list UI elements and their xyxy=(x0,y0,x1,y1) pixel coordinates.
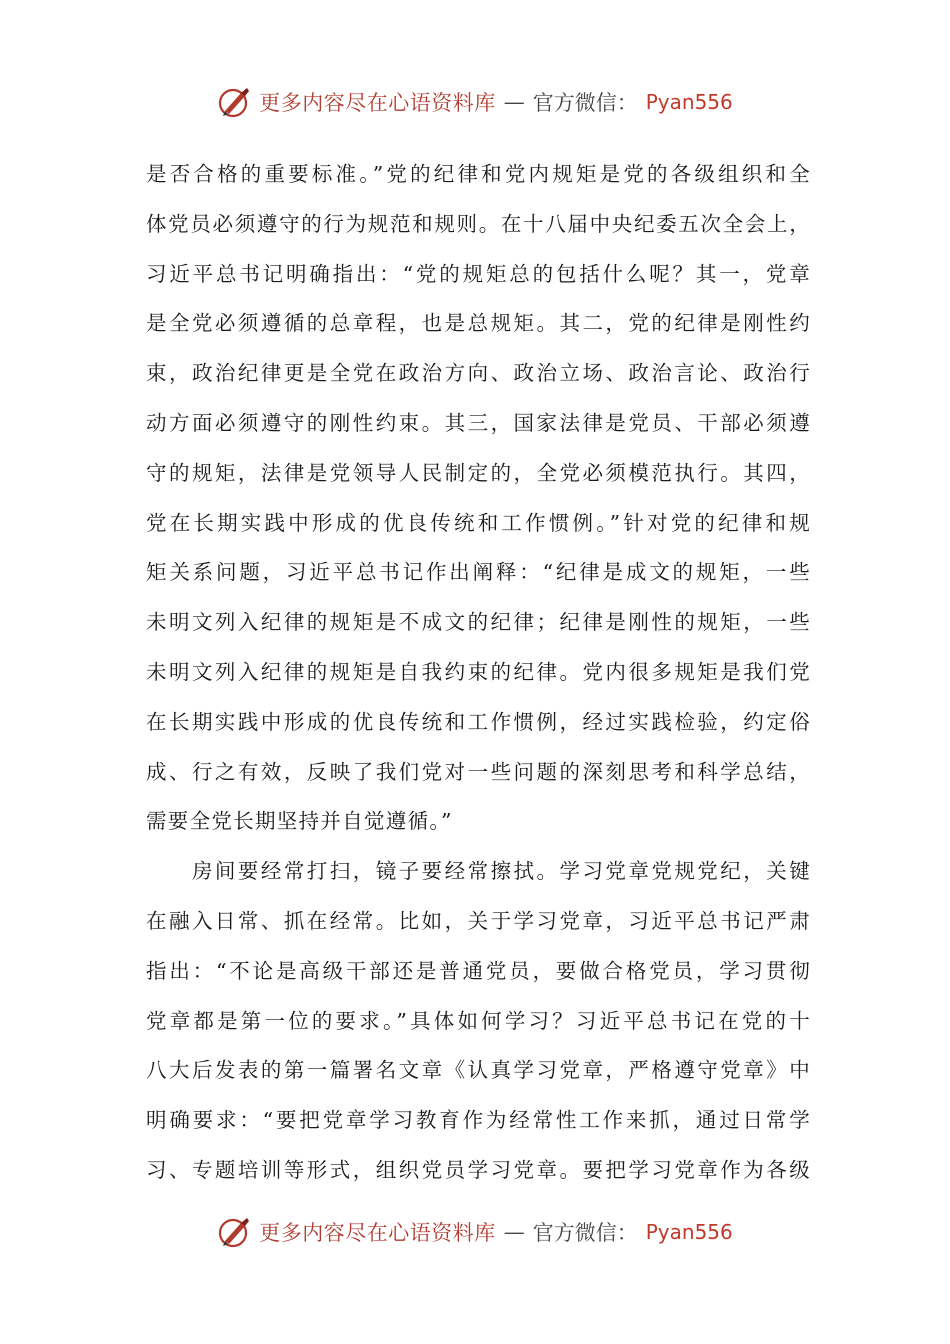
body-line: 党章都是第一位的要求。”具体如何学习？习近平总书记在党的十 xyxy=(146,1008,811,1033)
body-line: 房间要经常打扫，镜子要经常擦拭。学习党章党规党纪，关键 xyxy=(146,859,811,884)
body-line: 八大后发表的第一篇署名文章《认真学习党章，严格遵守党章》中 xyxy=(146,1058,811,1083)
body-line: 体党员必须遵守的行为规范和规则。在十八届中央纪委五次全会上， xyxy=(146,211,811,236)
body-line: 在长期实践中形成的优良传统和工作惯例，经过实践检验，约定俗 xyxy=(146,709,811,734)
body-line: 指出：“不论是高级干部还是普通党员，要做合格党员，学习贯彻 xyxy=(146,958,811,983)
header-separator: — xyxy=(503,90,525,114)
body-line: 习近平总书记明确指出：“党的规矩总的包括什么呢？其一，党章 xyxy=(146,261,811,286)
body-line: 明确要求：“要把党章学习教育作为经常性工作来抓，通过日常学 xyxy=(146,1108,811,1133)
pen-logo-icon xyxy=(217,1215,251,1249)
body-line: 需要全党长期坚持并自觉遵循。” xyxy=(146,809,453,834)
footer-banner xyxy=(0,1212,950,1252)
body-line: 矩关系问题，习近平总书记作出阐释：“纪律是成文的规矩，一些 xyxy=(146,560,811,585)
body-line: 是全党必须遵循的总章程，也是总规矩。其二，党的纪律是刚性约 xyxy=(146,311,811,336)
body-line: 守的规矩，法律是党领导人民制定的，全党必须模范执行。其四， xyxy=(146,460,811,485)
header-wechat-id: Pyan556 xyxy=(645,90,733,114)
footer-logo-text: 更多内容尽在心语资料库 xyxy=(259,1221,496,1245)
footer-wechat-id: Pyan556 xyxy=(645,1220,733,1244)
header-wechat-label: 官方微信： xyxy=(532,91,638,115)
body-line: 党在长期实践中形成的优良传统和工作惯例。”针对党的纪律和规 xyxy=(146,510,811,535)
body-line: 束，政治纪律更是全党在政治方向、政治立场、政治言论、政治行 xyxy=(146,361,811,386)
body-line: 未明文列入纪律的规矩是不成文的纪律；纪律是刚性的规矩，一些 xyxy=(146,610,811,635)
pen-logo-icon xyxy=(217,85,251,119)
footer-wechat-label: 官方微信： xyxy=(532,1221,638,1245)
body-line: 习、专题培训等形式，组织党员学习党章。要把学习党章作为各级 xyxy=(146,1157,811,1182)
header-logo-text: 更多内容尽在心语资料库 xyxy=(259,91,496,115)
footer-separator: — xyxy=(503,1220,525,1244)
body-line: 是否合格的重要标准。”党的纪律和党内规矩是党的各级组织和全 xyxy=(146,162,811,186)
header-banner xyxy=(0,82,950,122)
body-line: 在融入日常、抓在经常。比如，关于学习党章，习近平总书记严肃 xyxy=(146,908,811,933)
body-line: 未明文列入纪律的规矩是自我约束的纪律。党内很多规矩是我们党 xyxy=(146,659,811,684)
document-body xyxy=(146,150,811,1196)
body-line: 成、行之有效，反映了我们党对一些问题的深刻思考和科学总结， xyxy=(146,759,811,784)
body-line: 动方面必须遵守的刚性约束。其三，国家法律是党员、干部必须遵 xyxy=(146,410,811,435)
